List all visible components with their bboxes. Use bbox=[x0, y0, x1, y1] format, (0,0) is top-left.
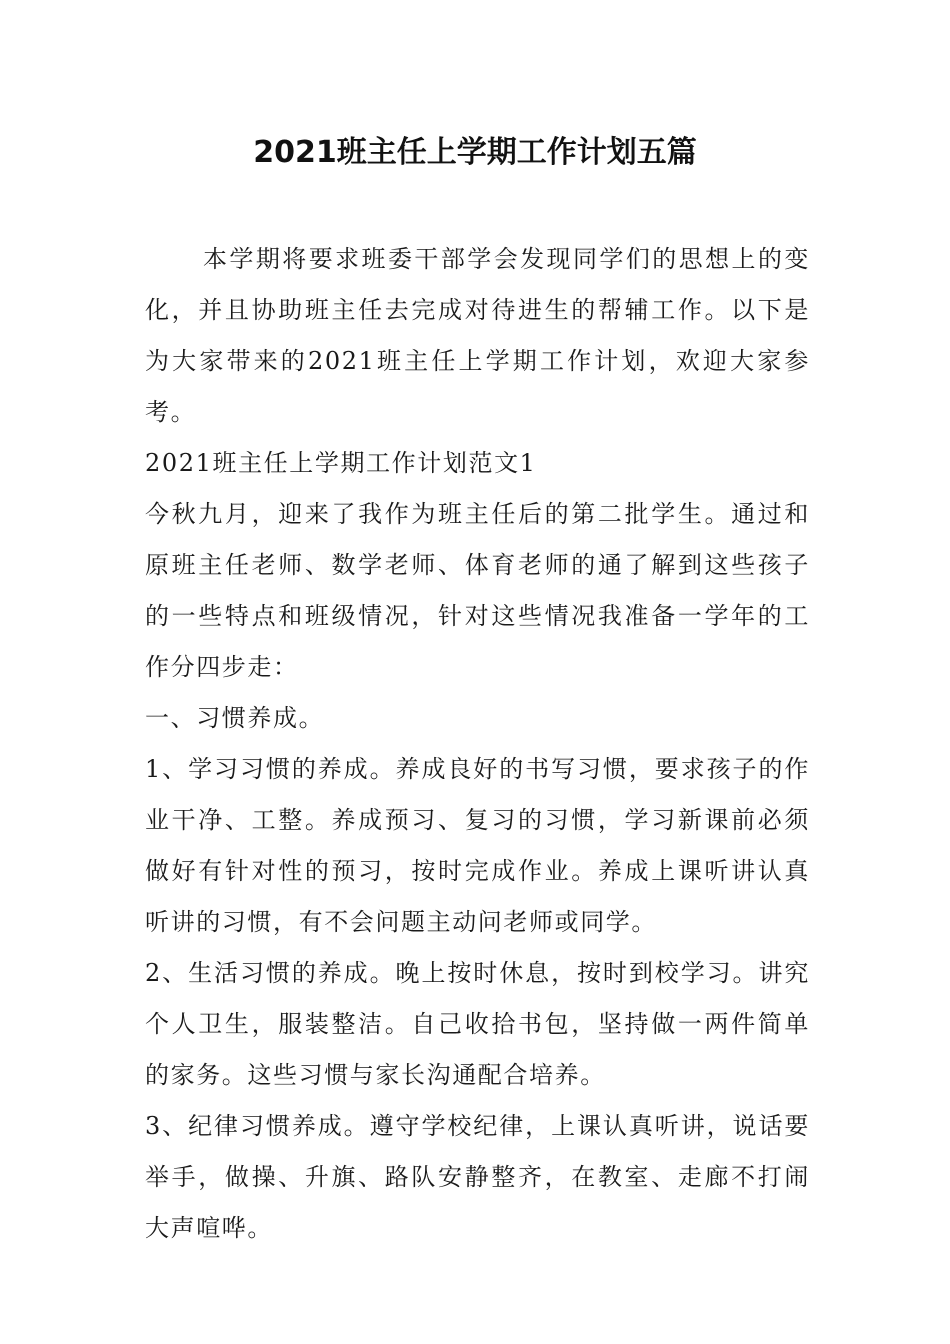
list-item-study-habits: 1、学习习惯的养成。养成良好的书写习惯，要求孩子的作业干净、工整。养成预习、复习的习惯，学习新课前必须做好有针对性的预习，按时完成作业。养成上课听讲认真听讲的习惯，有不会问题主动问老师或同学。 bbox=[145, 755, 810, 936]
document-title: 2021班主任上学期工作计划五篇 bbox=[253, 135, 697, 170]
document-body bbox=[145, 234, 810, 1254]
body-paragraph: 今秋九月，迎来了我作为班主任后的第二批学生。通过和原班主任老师、数学老师、体育老师的通了解到这些孩子的一些特点和班级情况，针对这些情况我准备一学年的工作分四步走： bbox=[145, 500, 810, 681]
intro-paragraph: 本学期将要求班委干部学会发现同学们的思想上的变化，并且协助班主任去完成对待进生的帮辅工作。以下是为大家带来的2021班主任上学期工作计划，欢迎大家参考。 bbox=[145, 245, 810, 426]
list-item-life-habits: 2、生活习惯的养成。晚上按时休息，按时到校学习。讲究个人卫生，服装整洁。自己收拾书包，坚持做一两件简单的家务。这些习惯与家长沟通配合培养。 bbox=[145, 959, 810, 1089]
subsection-heading: 一、习惯养成。 bbox=[145, 704, 325, 732]
list-item-discipline-habits: 3、纪律习惯养成。遵守学校纪律，上课认真听讲，说话要举手，做操、升旗、路队安静整齐，在教室、走廊不打闹大声喧哗。 bbox=[145, 1112, 810, 1242]
section-heading: 2021班主任上学期工作计划范文1 bbox=[145, 449, 537, 477]
